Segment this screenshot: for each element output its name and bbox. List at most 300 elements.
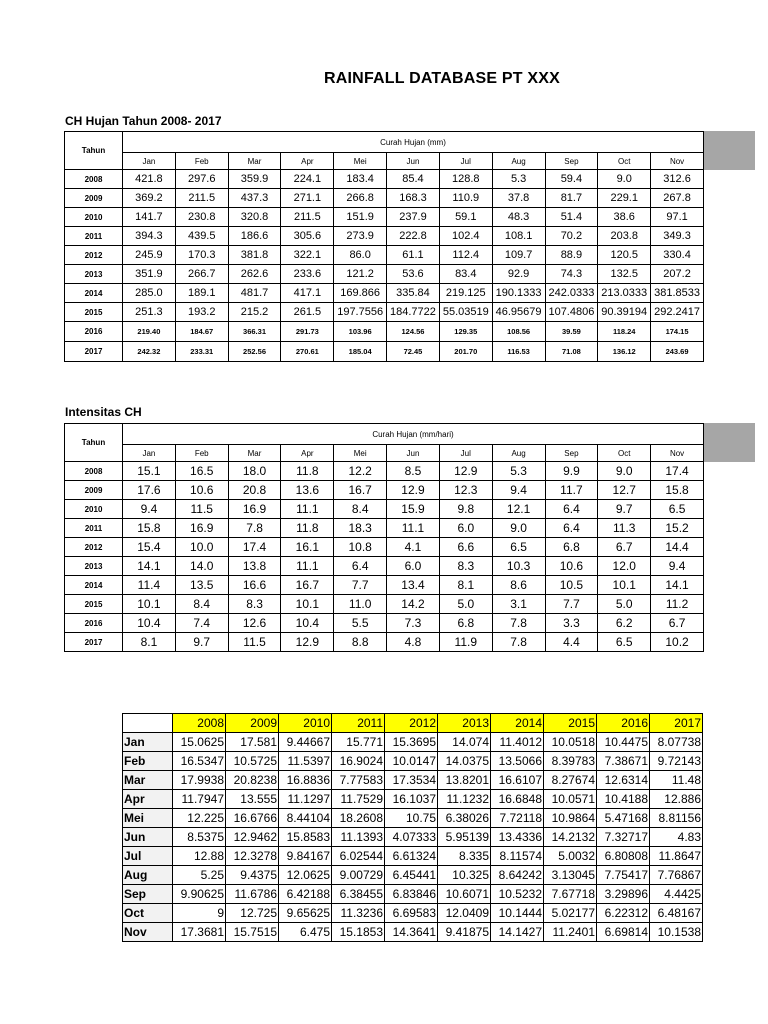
table-cell: 11.3 <box>598 519 651 538</box>
table-cell: 102.4 <box>439 227 492 246</box>
table-cell: 183.4 <box>334 170 387 189</box>
table-cell: 359.9 <box>228 170 281 189</box>
month-header: Jun <box>387 445 440 462</box>
table-cell: 6.475 <box>279 923 332 942</box>
month-header: Sep <box>545 445 598 462</box>
table-cell: 273.9 <box>334 227 387 246</box>
table-cell: 71.08 <box>545 342 598 362</box>
table-cell: 112.4 <box>439 246 492 265</box>
month-header: Mei <box>334 445 387 462</box>
table-cell: 366.31 <box>228 322 281 342</box>
year-header: 2010 <box>279 714 332 733</box>
table-cell: 10.5232 <box>491 885 544 904</box>
table-cell: 6.2 <box>598 614 651 633</box>
table-cell: 10.5725 <box>226 752 279 771</box>
year-cell: 2016 <box>65 322 123 342</box>
table-row <box>123 923 703 942</box>
table-cell: 11.2 <box>651 595 704 614</box>
table-cell: 17.6 <box>123 481 176 500</box>
table-cell: 10.3 <box>492 557 545 576</box>
table-cell: 8.1 <box>123 633 176 652</box>
table-cell: 4.07333 <box>385 828 438 847</box>
table-cell: 6.38455 <box>332 885 385 904</box>
table-cell: 8.4 <box>334 500 387 519</box>
table-cell: 266.7 <box>175 265 228 284</box>
table-cell: 12.6314 <box>597 771 650 790</box>
table-cell: 8.11574 <box>491 847 544 866</box>
table-cell: 72.45 <box>387 342 440 362</box>
table-cell: 230.8 <box>175 208 228 227</box>
table-cell: 16.5 <box>175 462 228 481</box>
table-cell: 4.4425 <box>650 885 703 904</box>
table-cell: 10.6 <box>545 557 598 576</box>
month-header: Jul <box>439 153 492 170</box>
table-cell: 11.5 <box>228 633 281 652</box>
table-cell: 7.3 <box>387 614 440 633</box>
table-row <box>65 538 704 557</box>
table-cell: 11.5397 <box>279 752 332 771</box>
table-cell: 184.67 <box>175 322 228 342</box>
table-cell: 16.6848 <box>491 790 544 809</box>
table-cell: 8.44104 <box>279 809 332 828</box>
table-cell: 6.6 <box>439 538 492 557</box>
month-label: Aug <box>123 866 173 885</box>
table-cell: 11.6786 <box>226 885 279 904</box>
table-cell: 15.8583 <box>279 828 332 847</box>
table-cell: 12.9 <box>281 633 334 652</box>
table-cell: 14.4 <box>651 538 704 557</box>
table-row <box>65 519 704 538</box>
month-header-row <box>65 445 704 462</box>
month-header: Mar <box>228 445 281 462</box>
table-cell: 10.4 <box>281 614 334 633</box>
table-cell: 8.5 <box>387 462 440 481</box>
table-cell: 417.1 <box>281 284 334 303</box>
table-cell: 8.3 <box>228 595 281 614</box>
table-cell: 6.69583 <box>385 904 438 923</box>
table-cell: 59.4 <box>545 170 598 189</box>
table-cell: 116.53 <box>492 342 545 362</box>
table-cell: 20.8238 <box>226 771 279 790</box>
table-cell: 6.5 <box>598 633 651 652</box>
gray-band-1 <box>703 131 755 170</box>
table-cell: 14.0 <box>175 557 228 576</box>
table-cell: 7.38671 <box>597 752 650 771</box>
table-cell: 5.0 <box>439 595 492 614</box>
table-cell: 141.7 <box>123 208 176 227</box>
table-cell: 11.4 <box>123 576 176 595</box>
table-cell: 8.8 <box>334 633 387 652</box>
table-cell: 8.5375 <box>173 828 226 847</box>
table-cell: 11.48 <box>650 771 703 790</box>
table-cell: 4.1 <box>387 538 440 557</box>
table-cell: 14.1 <box>123 557 176 576</box>
table-cell: 12.2 <box>334 462 387 481</box>
table-cell: 437.3 <box>228 189 281 208</box>
table-row <box>65 265 704 284</box>
table-cell: 242.32 <box>123 342 176 362</box>
month-label: Oct <box>123 904 173 923</box>
table-cell: 211.5 <box>175 189 228 208</box>
month-label: Jul <box>123 847 173 866</box>
table-cell: 39.59 <box>545 322 598 342</box>
year-cell: 2013 <box>65 265 123 284</box>
table-cell: 61.1 <box>387 246 440 265</box>
table-cell: 6.02544 <box>332 847 385 866</box>
table-cell: 10.0 <box>175 538 228 557</box>
table-cell: 6.45441 <box>385 866 438 885</box>
table-cell: 174.15 <box>651 322 704 342</box>
year-header: 2014 <box>491 714 544 733</box>
month-label: Mar <box>123 771 173 790</box>
table-row <box>123 885 703 904</box>
row-header-tahun: Tahun <box>65 132 123 170</box>
table-cell: 233.6 <box>281 265 334 284</box>
table-cell: 8.6 <box>492 576 545 595</box>
table-cell: 197.7556 <box>334 303 387 322</box>
table-cell: 203.8 <box>598 227 651 246</box>
month-label: Apr <box>123 790 173 809</box>
table-cell: 9.8 <box>439 500 492 519</box>
table-cell: 18.3 <box>334 519 387 538</box>
table-cell: 17.4 <box>651 462 704 481</box>
table-cell: 14.0375 <box>438 752 491 771</box>
table-cell: 15.2 <box>651 519 704 538</box>
table-cell: 59.1 <box>439 208 492 227</box>
table-cell: 320.8 <box>228 208 281 227</box>
table-cell: 7.32717 <box>597 828 650 847</box>
table-cell: 124.56 <box>387 322 440 342</box>
table-cell: 8.64242 <box>491 866 544 885</box>
table-cell: 9.44667 <box>279 733 332 752</box>
rainfall-table <box>64 131 704 362</box>
table-cell: 9.4 <box>123 500 176 519</box>
year-cell: 2008 <box>65 170 123 189</box>
year-cell: 2010 <box>65 208 123 227</box>
table-cell: 237.9 <box>387 208 440 227</box>
table-cell: 9.9 <box>545 462 598 481</box>
year-cell: 2008 <box>65 462 123 481</box>
gray-band-2 <box>703 423 755 462</box>
table-cell: 15.9 <box>387 500 440 519</box>
table-cell: 270.61 <box>281 342 334 362</box>
table-cell: 369.2 <box>123 189 176 208</box>
table-cell: 136.12 <box>598 342 651 362</box>
month-label: Sep <box>123 885 173 904</box>
table-cell: 74.3 <box>545 265 598 284</box>
table-cell: 168.3 <box>387 189 440 208</box>
table-cell: 169.866 <box>334 284 387 303</box>
table-cell: 6.5 <box>651 500 704 519</box>
table-cell: 17.3681 <box>173 923 226 942</box>
table-cell: 14.3641 <box>385 923 438 942</box>
table-cell: 13.4336 <box>491 828 544 847</box>
table-cell: 10.325 <box>438 866 491 885</box>
table-cell: 10.4475 <box>597 733 650 752</box>
table-cell: 186.6 <box>228 227 281 246</box>
table-cell: 6.48167 <box>650 904 703 923</box>
table-cell: 4.4 <box>545 633 598 652</box>
year-cell: 2016 <box>65 614 123 633</box>
table-cell: 10.1538 <box>650 923 703 942</box>
table-cell: 18.0 <box>228 462 281 481</box>
table-cell: 15.3695 <box>385 733 438 752</box>
table-cell: 6.5 <box>492 538 545 557</box>
table-row <box>65 462 704 481</box>
month-header: Nov <box>651 445 704 462</box>
table-cell: 11.7947 <box>173 790 226 809</box>
table-cell: 184.7722 <box>387 303 440 322</box>
table-cell: 4.8 <box>387 633 440 652</box>
table-cell: 12.725 <box>226 904 279 923</box>
table-cell: 3.1 <box>492 595 545 614</box>
table-cell: 12.9462 <box>226 828 279 847</box>
table-cell: 46.95679 <box>492 303 545 322</box>
year-cell: 2012 <box>65 246 123 265</box>
table-row <box>65 303 704 322</box>
table-cell: 15.7515 <box>226 923 279 942</box>
table-cell: 170.3 <box>175 246 228 265</box>
table-cell: 120.5 <box>598 246 651 265</box>
table-row <box>123 866 703 885</box>
table-cell: 297.6 <box>175 170 228 189</box>
table-row <box>123 790 703 809</box>
month-header: Feb <box>175 445 228 462</box>
table-cell: 10.0147 <box>385 752 438 771</box>
table-cell: 394.3 <box>123 227 176 246</box>
table-cell: 7.67718 <box>544 885 597 904</box>
year-header: 2008 <box>173 714 226 733</box>
table-cell: 16.7 <box>334 481 387 500</box>
table-cell: 222.8 <box>387 227 440 246</box>
table-cell: 16.7 <box>281 576 334 595</box>
month-header: Mar <box>228 153 281 170</box>
table-cell: 48.3 <box>492 208 545 227</box>
table-cell: 11.1 <box>387 519 440 538</box>
table-cell: 335.84 <box>387 284 440 303</box>
table-cell: 9.00729 <box>332 866 385 885</box>
table-cell: 6.8 <box>545 538 598 557</box>
table-row <box>123 771 703 790</box>
table-cell: 5.02177 <box>544 904 597 923</box>
year-cell: 2011 <box>65 519 123 538</box>
table-cell: 330.4 <box>651 246 704 265</box>
table-cell: 10.8 <box>334 538 387 557</box>
table-cell: 312.6 <box>651 170 704 189</box>
table-cell: 5.95139 <box>438 828 491 847</box>
table-cell: 190.1333 <box>492 284 545 303</box>
table-cell: 16.6766 <box>226 809 279 828</box>
table-cell: 8.4 <box>175 595 228 614</box>
table-cell: 11.2401 <box>544 923 597 942</box>
header-row <box>65 424 704 445</box>
month-header: Jun <box>387 153 440 170</box>
table-cell: 7.7 <box>334 576 387 595</box>
table-cell: 251.3 <box>123 303 176 322</box>
table-cell: 229.1 <box>598 189 651 208</box>
table-cell: 17.3534 <box>385 771 438 790</box>
group-header: Curah Hujan (mm/hari) <box>123 424 704 445</box>
table-cell: 12.1 <box>492 500 545 519</box>
month-header: Apr <box>281 445 334 462</box>
table-cell: 5.25 <box>173 866 226 885</box>
table-row <box>65 227 704 246</box>
table-row <box>65 576 704 595</box>
table-cell: 10.1 <box>123 595 176 614</box>
table-cell: 108.56 <box>492 322 545 342</box>
table-cell: 6.0 <box>387 557 440 576</box>
year-header: 2017 <box>650 714 703 733</box>
table-cell: 11.8647 <box>650 847 703 866</box>
table-cell: 6.7 <box>598 538 651 557</box>
table-cell: 38.6 <box>598 208 651 227</box>
table-cell: 11.8 <box>281 462 334 481</box>
table-cell: 10.1444 <box>491 904 544 923</box>
table-cell: 10.0518 <box>544 733 597 752</box>
table-cell: 11.1 <box>281 500 334 519</box>
table-cell: 322.1 <box>281 246 334 265</box>
table-cell: 12.225 <box>173 809 226 828</box>
table-cell: 17.9938 <box>173 771 226 790</box>
table-cell: 9.4 <box>492 481 545 500</box>
table-cell: 14.2 <box>387 595 440 614</box>
group-header: Curah Hujan (mm) <box>123 132 704 153</box>
table-cell: 6.38026 <box>438 809 491 828</box>
table-cell: 8.335 <box>438 847 491 866</box>
table-cell: 224.1 <box>281 170 334 189</box>
table-cell: 271.1 <box>281 189 334 208</box>
table-cell: 11.1297 <box>279 790 332 809</box>
table-cell: 12.0409 <box>438 904 491 923</box>
table-cell: 215.2 <box>228 303 281 322</box>
table-cell: 6.8 <box>439 614 492 633</box>
table-cell: 9.7 <box>175 633 228 652</box>
table-cell: 88.9 <box>545 246 598 265</box>
month-header: Apr <box>281 153 334 170</box>
table-cell: 11.7 <box>545 481 598 500</box>
month-header: Jan <box>123 153 176 170</box>
table-cell: 6.69814 <box>597 923 650 942</box>
table-row <box>65 595 704 614</box>
table-cell: 103.96 <box>334 322 387 342</box>
table-cell: 12.3 <box>439 481 492 500</box>
table-row <box>123 752 703 771</box>
table-cell: 17.4 <box>228 538 281 557</box>
table-cell: 15.8 <box>123 519 176 538</box>
table-row <box>65 342 704 362</box>
table-cell: 7.76867 <box>650 866 703 885</box>
table-row <box>123 828 703 847</box>
table-cell: 11.1393 <box>332 828 385 847</box>
table-cell: 37.8 <box>492 189 545 208</box>
table-cell: 11.7529 <box>332 790 385 809</box>
table-cell: 3.29896 <box>597 885 650 904</box>
table-cell: 8.39783 <box>544 752 597 771</box>
table-cell: 6.4 <box>334 557 387 576</box>
table-cell: 86.0 <box>334 246 387 265</box>
year-cell: 2009 <box>65 481 123 500</box>
table-cell: 6.4 <box>545 500 598 519</box>
table-cell: 291.73 <box>281 322 334 342</box>
table-row <box>65 614 704 633</box>
month-label: Feb <box>123 752 173 771</box>
table-cell: 11.8 <box>281 519 334 538</box>
table-cell: 185.04 <box>334 342 387 362</box>
table-cell: 10.4188 <box>597 790 650 809</box>
page-title: RAINFALL DATABASE PT XXX <box>324 70 560 87</box>
table-cell: 108.1 <box>492 227 545 246</box>
year-cell: 2015 <box>65 595 123 614</box>
table-cell: 13.5066 <box>491 752 544 771</box>
table-cell: 6.80808 <box>597 847 650 866</box>
table-cell: 5.5 <box>334 614 387 633</box>
table-cell: 14.074 <box>438 733 491 752</box>
table-cell: 81.7 <box>545 189 598 208</box>
table-cell: 11.4012 <box>491 733 544 752</box>
intensity-pivot-table <box>122 713 703 942</box>
year-header: 2013 <box>438 714 491 733</box>
table-cell: 12.88 <box>173 847 226 866</box>
table-cell: 9.90625 <box>173 885 226 904</box>
table-cell: 11.9 <box>439 633 492 652</box>
table-cell: 8.3 <box>439 557 492 576</box>
year-header: 2016 <box>597 714 650 733</box>
month-header: Oct <box>598 153 651 170</box>
table-cell: 292.2417 <box>651 303 704 322</box>
year-cell: 2011 <box>65 227 123 246</box>
table-cell: 83.4 <box>439 265 492 284</box>
table-cell: 110.9 <box>439 189 492 208</box>
table-cell: 128.8 <box>439 170 492 189</box>
table-cell: 92.9 <box>492 265 545 284</box>
table-cell: 85.4 <box>387 170 440 189</box>
table-cell: 11.5 <box>175 500 228 519</box>
table-cell: 9.7 <box>598 500 651 519</box>
month-header: Aug <box>492 445 545 462</box>
table-cell: 242.0333 <box>545 284 598 303</box>
table-cell: 8.1 <box>439 576 492 595</box>
table-row <box>65 481 704 500</box>
year-cell: 2017 <box>65 342 123 362</box>
table-cell: 7.8 <box>492 614 545 633</box>
table-cell: 10.9864 <box>544 809 597 828</box>
table-cell: 245.9 <box>123 246 176 265</box>
month-header: Sep <box>545 153 598 170</box>
month-label: Mei <box>123 809 173 828</box>
table-cell: 14.2132 <box>544 828 597 847</box>
year-cell: 2014 <box>65 284 123 303</box>
year-cell: 2017 <box>65 633 123 652</box>
table-cell: 305.6 <box>281 227 334 246</box>
header-row <box>123 714 703 733</box>
year-header: 2011 <box>332 714 385 733</box>
table-cell: 9.0 <box>598 170 651 189</box>
table-cell: 11.1 <box>281 557 334 576</box>
table-cell: 90.39194 <box>598 303 651 322</box>
table-cell: 262.6 <box>228 265 281 284</box>
table-cell: 7.7 <box>545 595 598 614</box>
year-header: 2009 <box>226 714 279 733</box>
table-cell: 381.8533 <box>651 284 704 303</box>
year-cell: 2010 <box>65 500 123 519</box>
table-cell: 9.65625 <box>279 904 332 923</box>
table-cell: 13.8201 <box>438 771 491 790</box>
table-cell: 15.1 <box>123 462 176 481</box>
table-cell: 55.03519 <box>439 303 492 322</box>
table-cell: 243.69 <box>651 342 704 362</box>
table-cell: 9.0 <box>598 462 651 481</box>
table-row <box>65 633 704 652</box>
